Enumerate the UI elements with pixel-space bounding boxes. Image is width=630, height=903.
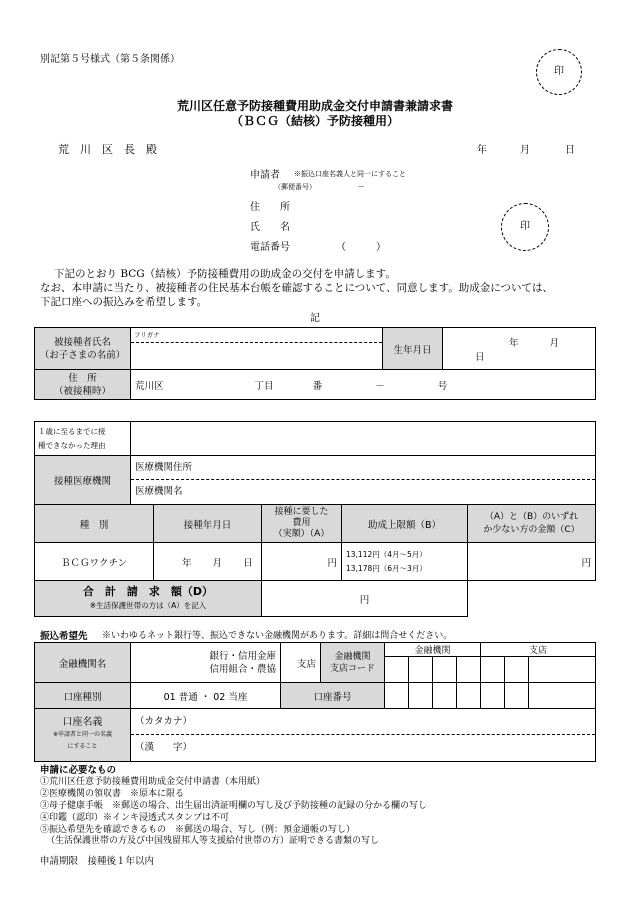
header-cost-line2: 費用: [292, 518, 311, 528]
acct-box[interactable]: [433, 683, 457, 709]
code-box[interactable]: [457, 657, 481, 683]
birthdate-label: 生年月日: [383, 328, 443, 370]
total-label: [35, 581, 262, 617]
bank-table: [34, 642, 596, 762]
required-item: （生活保護世帯の方及び中国残留邦人等支援給付世帯の方）証明できる書類の写し: [46, 836, 380, 846]
holder-note-1: ※申請者と同一の名義: [52, 731, 113, 738]
cost-table: [34, 421, 596, 617]
header-cost-line1: 接種に要した: [274, 507, 329, 517]
code-box[interactable]: [505, 657, 529, 683]
birth-year: 年: [509, 337, 519, 349]
header-cost: [262, 505, 342, 543]
institution-label: 金融機関名: [35, 643, 131, 683]
intro-line-2: なお、本申請に当たり、被接種者の住民基本台帳を確認することについて、同意します。助成金については、: [40, 282, 554, 294]
phone-parens: （ ）: [336, 242, 386, 253]
recipient-name-label: [35, 328, 131, 370]
cost-amount-cell[interactable]: 円: [262, 543, 342, 581]
phone-label: 電話番号: [250, 242, 290, 253]
recipient-address-cell[interactable]: [131, 370, 596, 400]
code-label-line1: 金融機関: [334, 651, 371, 662]
reason-label: [35, 422, 131, 456]
addr-label-line2: （被接種時）: [53, 385, 111, 397]
vacc-month: 月: [212, 557, 223, 569]
birth-day: 日: [475, 351, 485, 363]
account-type-label: 口座種別: [35, 683, 131, 709]
clinic-address-label: 医療機関住所: [131, 456, 595, 480]
min-amount-cell[interactable]: 円: [468, 543, 596, 581]
required-item: ①荒川区任意予防接種費用助成金交付申請書（本用紙）: [40, 777, 266, 787]
addr-ban: 番: [312, 380, 323, 392]
acct-box[interactable]: [409, 683, 433, 709]
bank-heading-note: ※いわゆるネット銀行等、振込できない金融機関があります。詳細は問合せください。: [102, 631, 453, 641]
holder-label-text: 口座名義: [62, 717, 103, 728]
addr-chome: 丁目: [254, 380, 274, 392]
acct-box[interactable]: [505, 683, 529, 709]
code-label: [321, 643, 385, 683]
institution-type-cell[interactable]: [131, 643, 281, 683]
deadline: 申請期限 接種後１年以内: [40, 856, 155, 867]
vaccine-name: ＢＣＧワクチン: [35, 543, 154, 581]
code-box[interactable]: [529, 657, 596, 683]
code-label-line2: 支店コード: [329, 663, 375, 674]
holder-cell[interactable]: [131, 709, 596, 762]
limit-cell: [342, 543, 468, 581]
code-inst-header: 金融機関: [385, 643, 481, 657]
total-note: ※生活保護世帯の方は（A）を記入: [89, 600, 207, 610]
header-date: 接種年月日: [154, 505, 262, 543]
form-id: 別記第５号様式（第５条関係）: [40, 54, 180, 65]
name-label-line1: 被接種者氏名: [53, 336, 111, 348]
code-box[interactable]: [409, 657, 433, 683]
seal-label: 印: [554, 66, 564, 77]
reason-label-line1: １歳に至るまでに接: [38, 426, 106, 436]
required-item: ④印鑑（認印）※インキ浸透式スタンプは不可: [40, 813, 230, 823]
clinic-cell[interactable]: [131, 456, 596, 505]
addr-dash: －: [375, 380, 385, 392]
required-item: ②医療機関の領収書 ※原本に限る: [40, 789, 185, 799]
account-number-label: 口座番号: [281, 683, 385, 709]
vacc-day: 日: [243, 557, 253, 569]
bank-heading: 振込希望先: [40, 631, 88, 642]
name-label: 氏 名: [250, 222, 290, 233]
acct-box[interactable]: [457, 683, 481, 709]
required-heading: 申請に必要なもの: [40, 765, 117, 776]
required-item: ⑤振込希望先を確認できるもの ※郵送の場合、写し（例：預金通帳の写し）: [40, 825, 356, 835]
code-branch-header: 支店: [481, 643, 596, 657]
account-type-cell[interactable]: 01 普通 ・ 02 当座: [131, 683, 281, 709]
clinic-name-label: 医療機関名: [135, 486, 183, 497]
header-min-line2: か少ない方の金額（C）: [483, 524, 580, 535]
header-min-line1: （A）と（B）のいずれ: [484, 511, 579, 522]
postal-label: （郵便番号）: [274, 183, 316, 191]
intro-line-3: 下記口座への振込みを希望します。: [40, 296, 208, 308]
date-month: 月: [520, 145, 530, 156]
vaccination-date-cell[interactable]: [154, 543, 262, 581]
birthdate-cell[interactable]: [443, 328, 596, 370]
header-min: [468, 505, 596, 543]
required-item: ③母子健康手帳 ※郵送の場合、出生届出済証明欄の写し及び予防接種の記録の分かる欄の写し: [40, 801, 428, 811]
header-limit: 助成上限額（B）: [342, 505, 468, 543]
applicant-label: 申請者: [250, 170, 280, 181]
birth-month: 月: [549, 337, 560, 349]
addr-label-line1: 住 所: [68, 372, 97, 384]
seal-circle-applicant: [501, 203, 549, 251]
code-box[interactable]: [433, 657, 457, 683]
header-cost-line3: （実額）（A）: [273, 529, 330, 539]
date-day: 日: [565, 145, 575, 156]
date-year: 年: [477, 145, 487, 156]
header-type: 種 別: [35, 505, 154, 543]
name-label-line2: （お子さまの名前）: [39, 349, 126, 361]
limit-line1: 13,112円（4月～5月）: [346, 549, 427, 559]
holder-kanji: （漢 字）: [135, 742, 193, 753]
seal-label-applicant: 印: [520, 221, 530, 232]
recipient-address-label: [35, 370, 131, 400]
total-amount-cell[interactable]: 円: [262, 581, 468, 617]
acct-box[interactable]: [385, 683, 409, 709]
institution-type-1: 銀行・信用金庫: [209, 650, 276, 662]
addr-go: 号: [437, 380, 448, 392]
code-box[interactable]: [481, 657, 505, 683]
title-line-1: 荒川区任意予防接種費用助成金交付申請書兼請求書: [176, 99, 453, 113]
applicant-note: ※振込口座名義人と同一にすること: [294, 170, 406, 178]
holder-label: [35, 709, 131, 762]
acct-box[interactable]: [529, 683, 596, 709]
acct-box[interactable]: [481, 683, 505, 709]
ki-mark: 記: [310, 313, 320, 324]
intro-line-1: 下記のとおり BCG（結核）予防接種費用の助成金の交付を申請します。: [54, 268, 396, 280]
reason-cell[interactable]: [131, 422, 596, 456]
reason-label-line2: 種できなかった理由: [38, 440, 106, 450]
seal-circle-top: [536, 49, 582, 95]
total-blank: [468, 581, 596, 617]
branch-cell[interactable]: 支店: [281, 643, 321, 683]
clinic-label: 接種医療機関: [35, 456, 131, 505]
furigana-label: フリガナ: [131, 328, 382, 343]
title-line-2: （ＢＣＧ（結核）予防接種用）: [230, 114, 399, 128]
vacc-year: 年: [182, 557, 192, 569]
addr-city: 荒川区: [135, 380, 164, 392]
institution-type-2: 信用組合・農協: [209, 663, 276, 675]
postal-dash: －: [357, 182, 365, 191]
recipient-name-cell[interactable]: [131, 328, 383, 370]
recipient-table: [34, 327, 596, 400]
code-box[interactable]: [385, 657, 409, 683]
address-label: 住 所: [250, 202, 290, 213]
holder-note-2: にすること: [67, 743, 98, 750]
holder-katakana: （カタカナ）: [131, 709, 595, 735]
addressee: 荒 川 区 長 殿: [58, 143, 157, 156]
total-label-text: 合 計 請 求 額（D）: [82, 584, 214, 598]
limit-line2: 13,178円（6月～3月）: [346, 563, 427, 573]
